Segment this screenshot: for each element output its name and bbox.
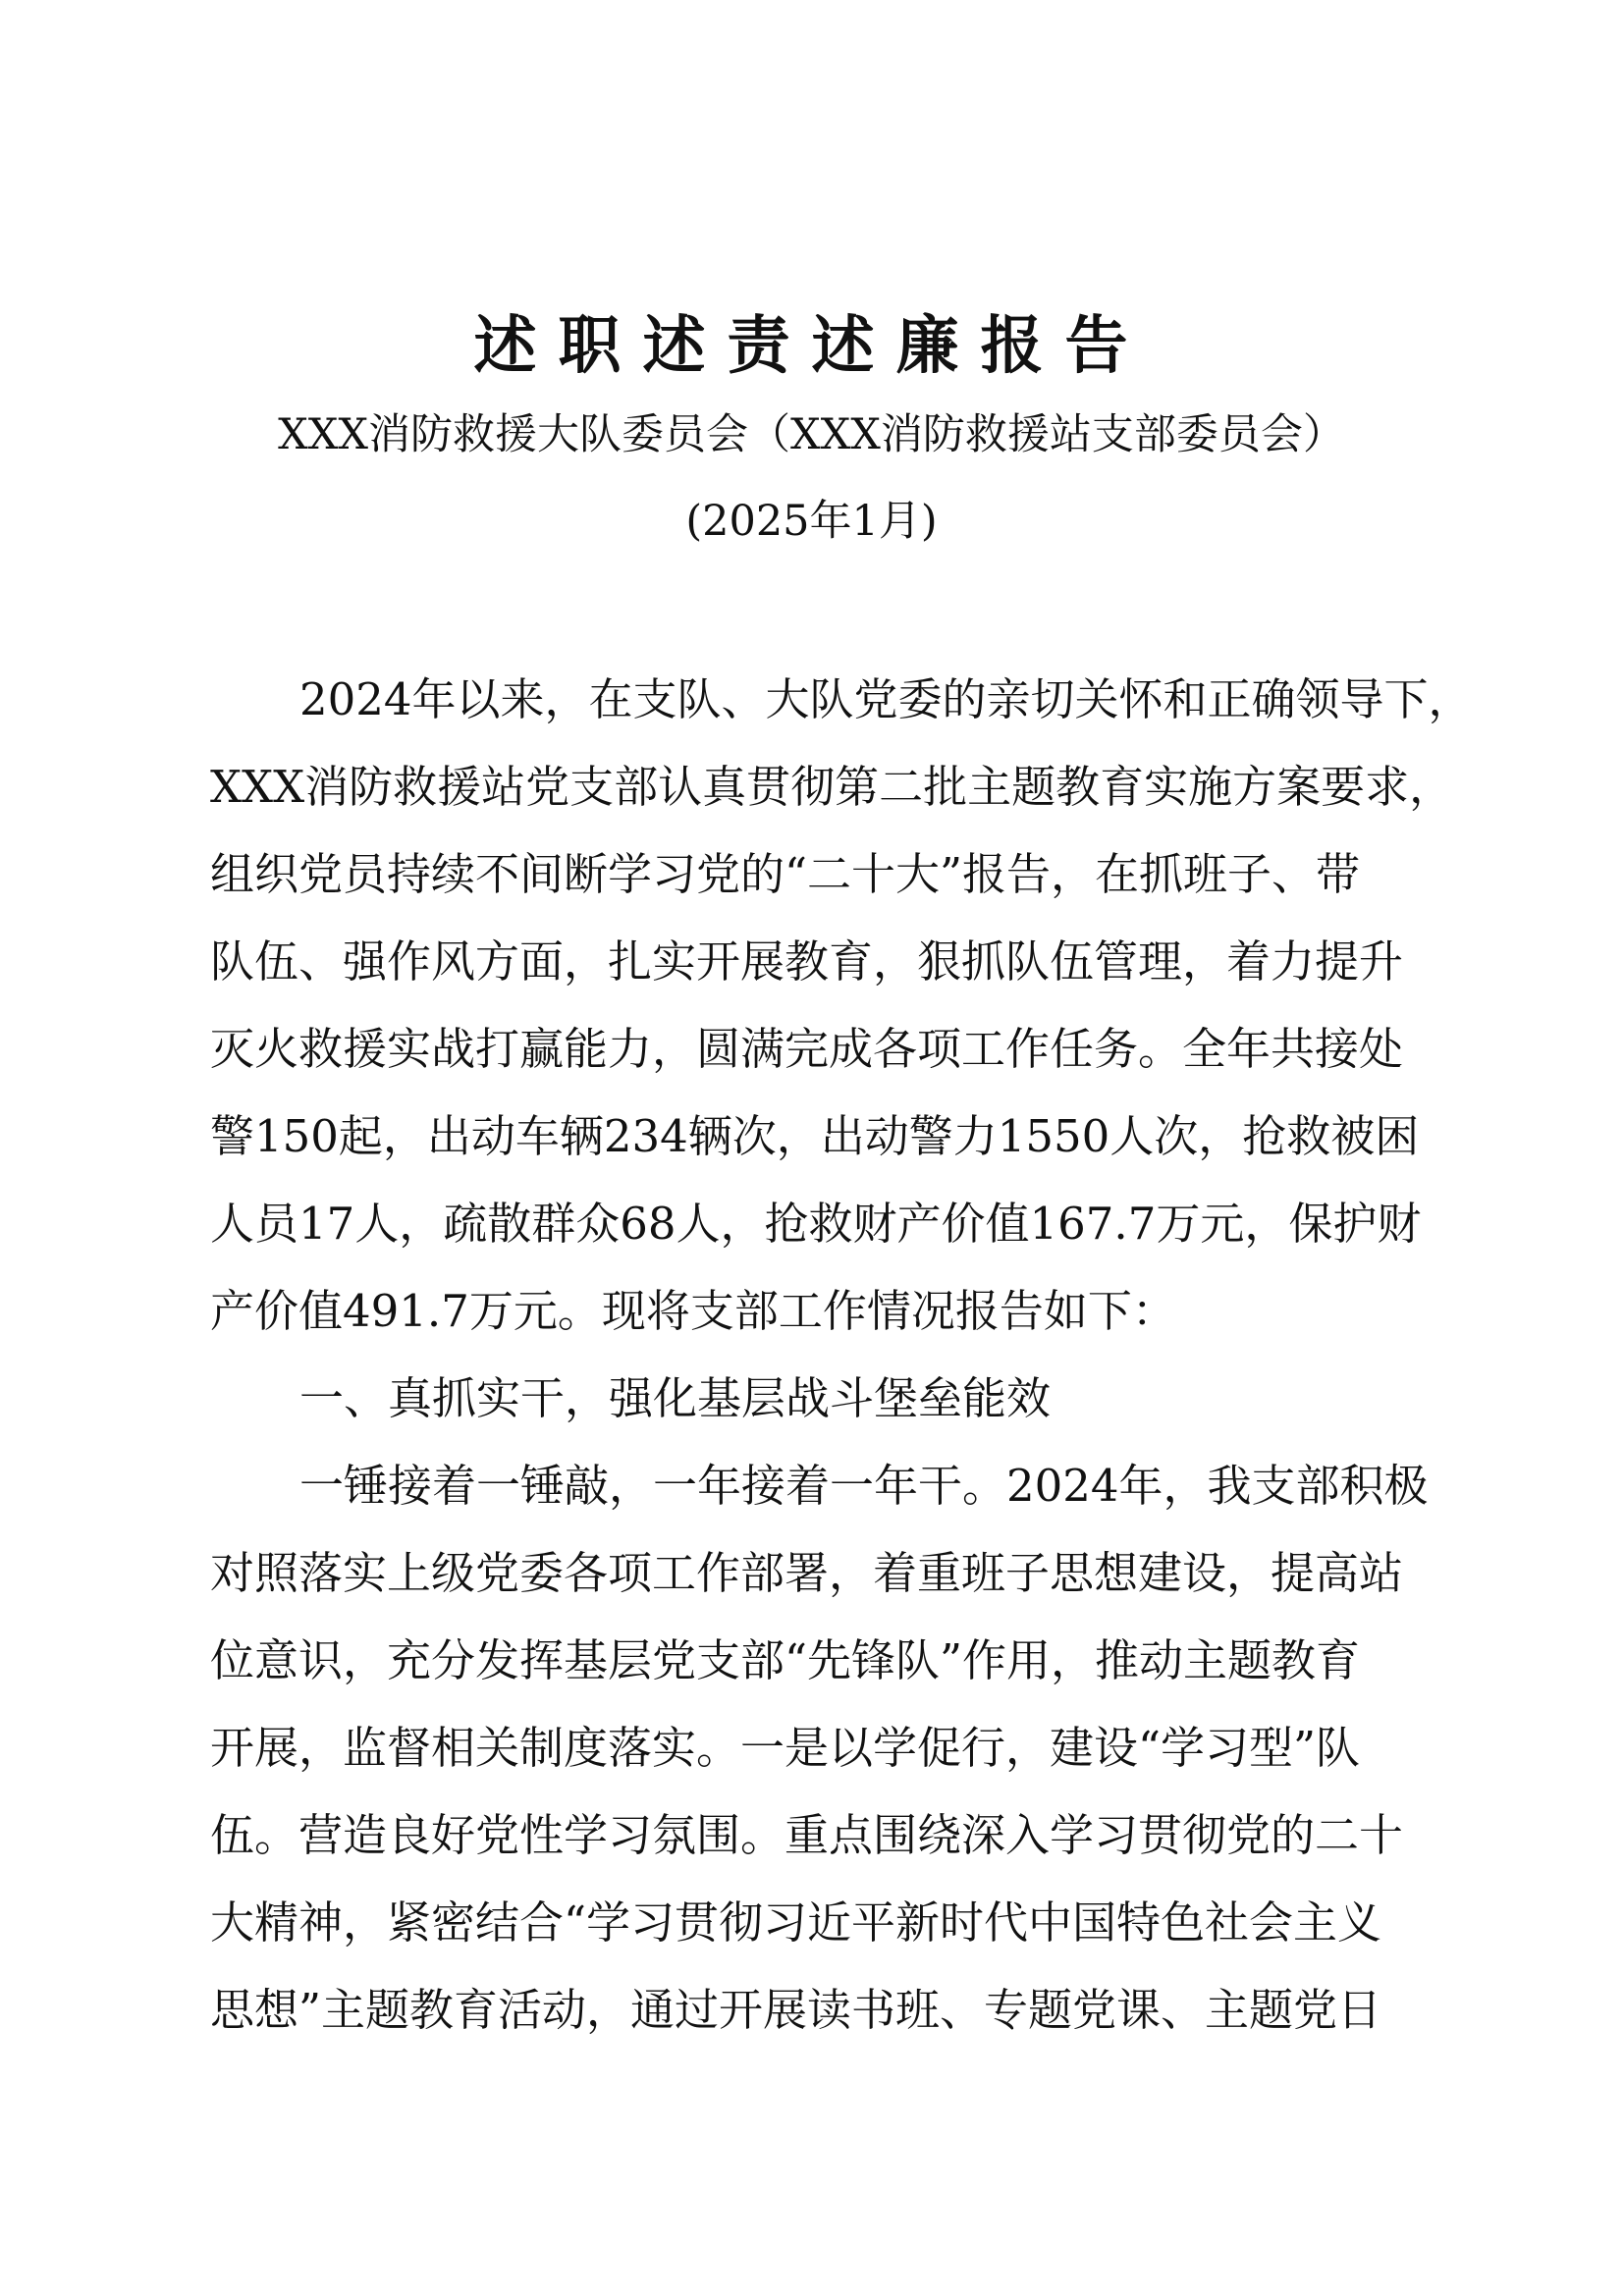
section-heading: 一、真抓实干，强化基层战斗堡垒能效 <box>299 1372 1052 1424</box>
paragraph-line: 警150起，出动车辆234辆次，出动警力1550人次，抢救被困 <box>210 1110 1420 1162</box>
paragraph-line: 一锤接着一锤敲，一年接着一年干。2024年，我支部积极 <box>299 1460 1429 1512</box>
paragraph-line: 组织党员持续不间断学习党的“二十大”报告，在抓班子、带 <box>210 848 1361 900</box>
paragraph-line: 灭火救援实战打赢能力，圆满完成各项工作任务。全年共接处 <box>210 1023 1404 1075</box>
paragraph-line: XXX消防救援站党支部认真贯彻第二批主题教育实施方案要求， <box>210 761 1454 813</box>
paragraph-line: 大精神，紧密结合“学习贯彻习近平新时代中国特色社会主义 <box>210 1896 1382 1949</box>
paragraph-line: 对照落实上级党委各项工作部署，着重班子思想建设，提高站 <box>210 1547 1404 1599</box>
paragraph-line: 2024年以来，在支队、大队党委的亲切关怀和正确领导下， <box>299 673 1473 725</box>
report-date: (2025年1月) <box>685 497 938 546</box>
paragraph-line: 开展，监督相关制度落实。一是以学促行，建设“学习型”队 <box>210 1722 1361 1774</box>
paragraph-line: 产价值491.7万元。现将支部工作情况报告如下： <box>210 1285 1176 1337</box>
organization-line: XXX消防救援大队委员会（XXX消防救援站支部委员会） <box>278 410 1345 459</box>
document-title: 述职述责述廉报告 <box>473 310 1150 383</box>
paragraph-line: 伍。营造良好党性学习氛围。重点围绕深入学习贯彻党的二十 <box>210 1809 1404 1861</box>
paragraph-line: 人员17人，疏散群众68人，抢救财产价值167.7万元，保护财 <box>210 1198 1422 1250</box>
report-body <box>210 656 1473 2054</box>
paragraph-line: 位意识，充分发挥基层党支部“先锋队”作用，推动主题教育 <box>210 1634 1361 1686</box>
paragraph-line: 队伍、强作风方面，扎实开展教育，狠抓队伍管理，着力提升 <box>210 935 1404 988</box>
paragraph-line: 思想”主题教育活动，通过开展读书班、专题党课、主题党日 <box>210 1984 1382 2036</box>
